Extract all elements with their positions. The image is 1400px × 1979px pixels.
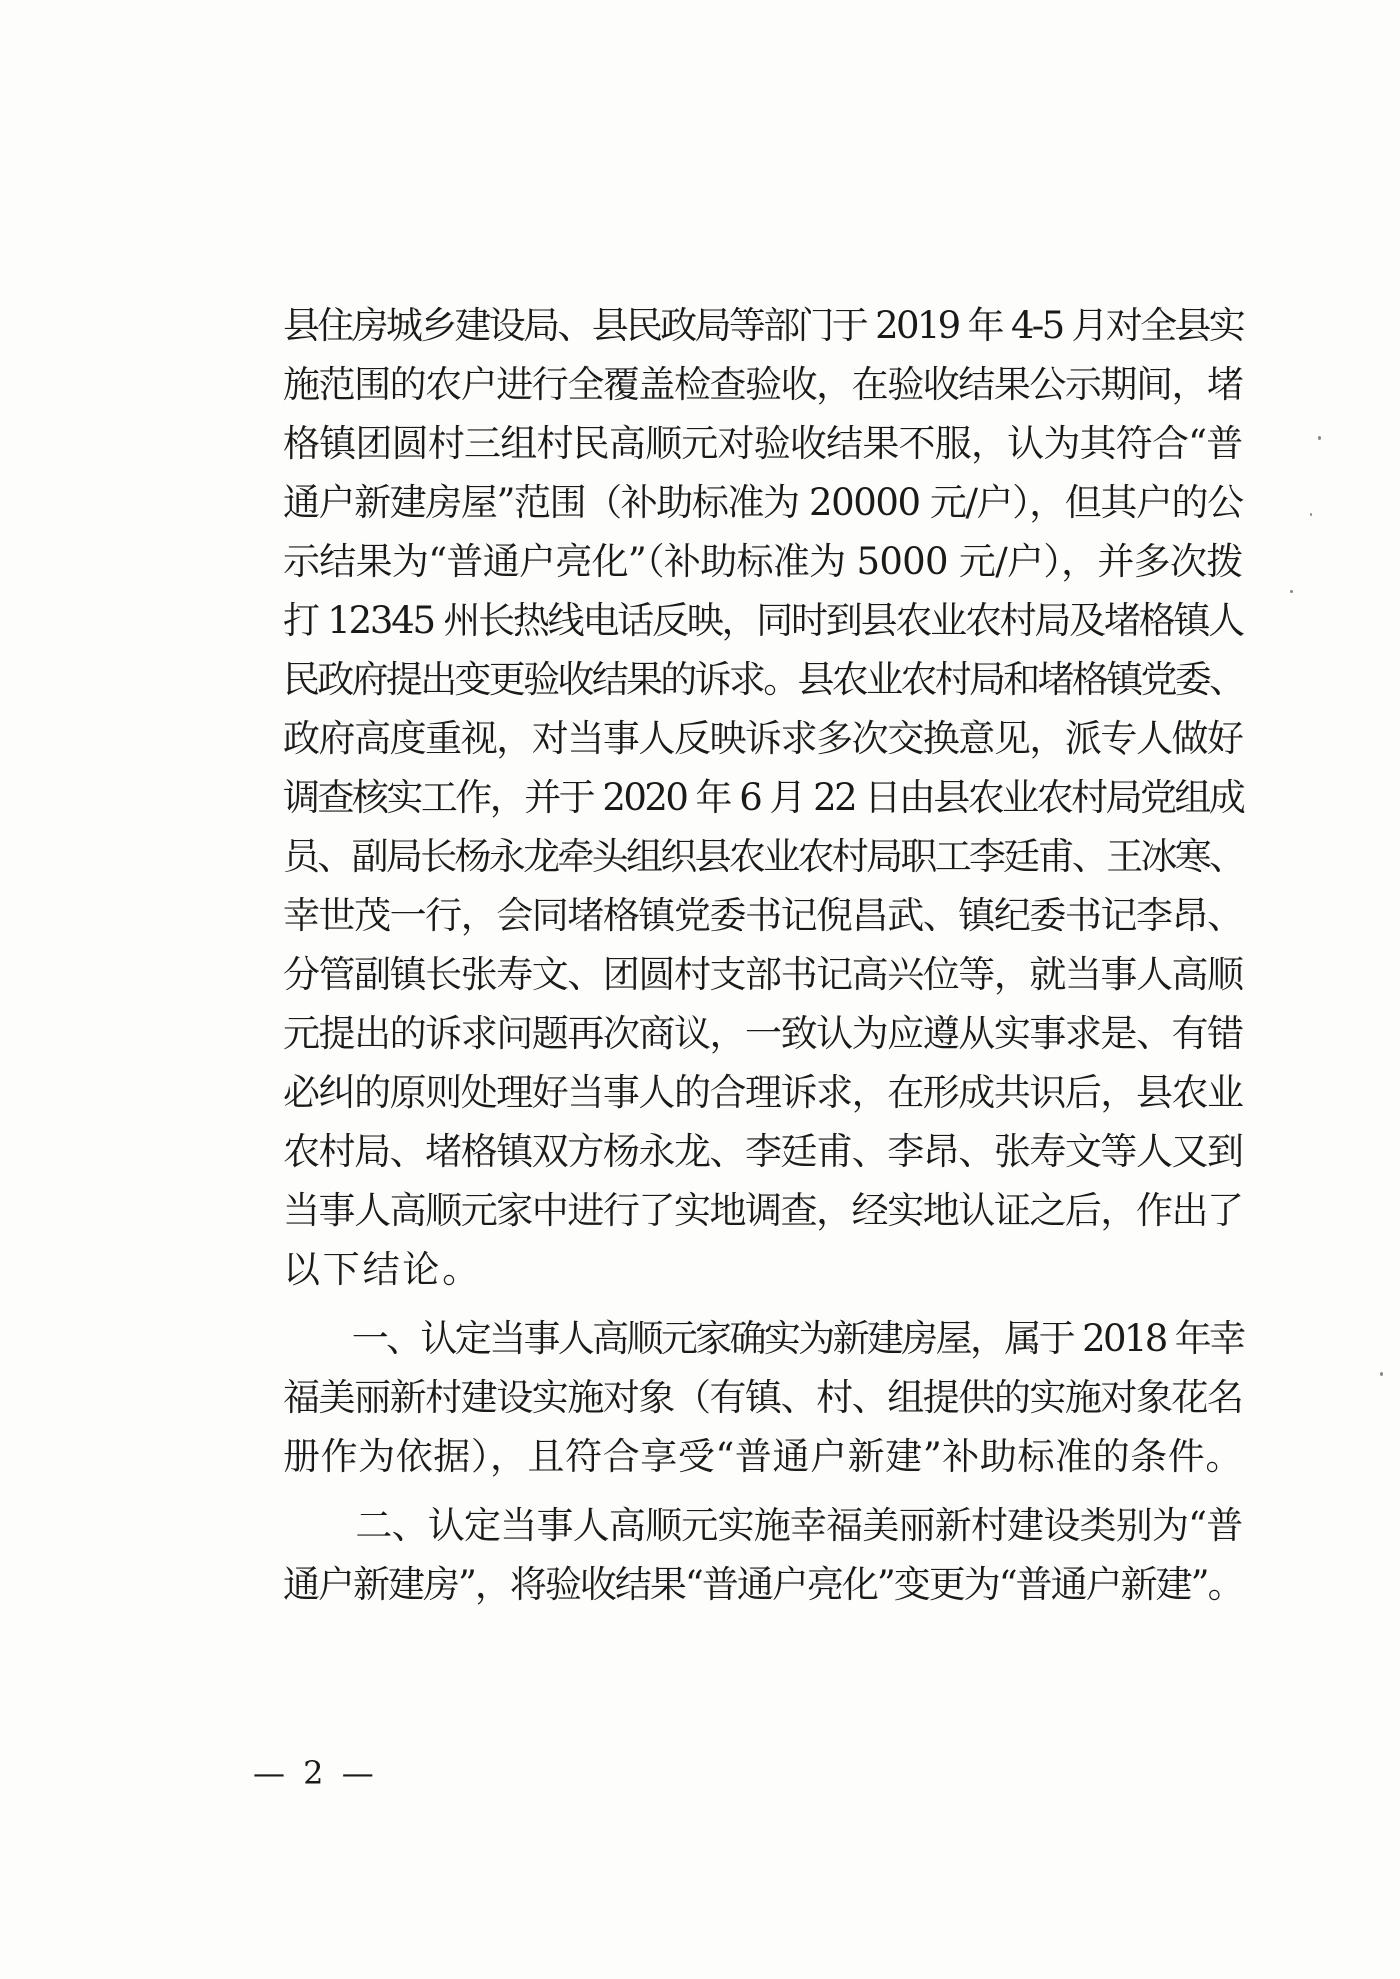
scan-speck [1290, 590, 1293, 593]
text-line: 通户新建房屋”范围（补助标准为 20000 元/户），但其户的公 [283, 481, 1243, 524]
text-line: 示结果为“普通户亮化”（补助标准为 5000 元/户），并多次拨 [283, 540, 1243, 583]
text-line: 格镇团圆村三组村民高顺元对验收结果不服，认为其符合“普 [283, 422, 1243, 465]
text-line: 政府高度重视，对当事人反映诉求多次交换意见，派专人做好 [283, 717, 1243, 760]
text-line: 以下结论。 [283, 1248, 482, 1291]
scan-speck [1318, 436, 1321, 440]
text-line: 幸世茂一行，会同堵格镇党委书记倪昌武、镇纪委书记李昂、 [283, 894, 1243, 937]
scan-speck [1310, 513, 1312, 516]
text-line: 元提出的诉求问题再次商议，一致认为应遵从实事求是、有错 [283, 1012, 1243, 1055]
text-line: 施范围的农户进行全覆盖检查验收，在验收结果公示期间，堵 [283, 363, 1243, 406]
text-line: 民政府提出变更验收结果的诉求。县农业农村局和堵格镇党委、 [283, 658, 1244, 701]
text-line: 员、副局长杨永龙牵头组织县农业农村局职工李廷甫、王冰寒、 [283, 835, 1244, 878]
text-line: 调查核实工作，并于 2020 年 6 月 22 日由县农业农村局党组成 [283, 776, 1244, 819]
text-line: 二、认定当事人高顺元实施幸福美丽新村建设类别为“普 [283, 1504, 1243, 1547]
page-number: — 2 — [253, 1754, 378, 1792]
text-line: 打 12345 州长热线电话反映，同时到县农业农村局及堵格镇人 [283, 599, 1244, 642]
text-line: 农村局、堵格镇双方杨永龙、李廷甫、李昂、张寿文等人又到 [283, 1130, 1243, 1173]
text-line: 福美丽新村建设实施对象（有镇、村、组提供的实施对象花名 [283, 1376, 1243, 1419]
text-line: 通户新建房”，将验收结果“普通户亮化”变更为“普通户新建”。 [283, 1563, 1243, 1606]
text-line: 分管副镇长张寿文、团圆村支部书记高兴位等，就当事人高顺 [283, 953, 1243, 996]
body-text [283, 296, 1243, 1614]
scan-speck [1380, 1372, 1383, 1376]
text-line: 县住房城乡建设局、县民政局等部门于 2019 年 4-5 月对全县实 [283, 304, 1243, 347]
text-line: 当事人高顺元家中进行了实地调查，经实地认证之后，作出了 [283, 1189, 1243, 1232]
text-line: 一、认定当事人高顺元家确实为新建房屋，属于 2018 年幸 [283, 1317, 1244, 1360]
text-line: 册作为依据），且符合享受“普通户新建”补助标准的条件。 [283, 1435, 1243, 1478]
text-line: 必纠的原则处理好当事人的合理诉求，在形成共识后，县农业 [283, 1071, 1243, 1114]
